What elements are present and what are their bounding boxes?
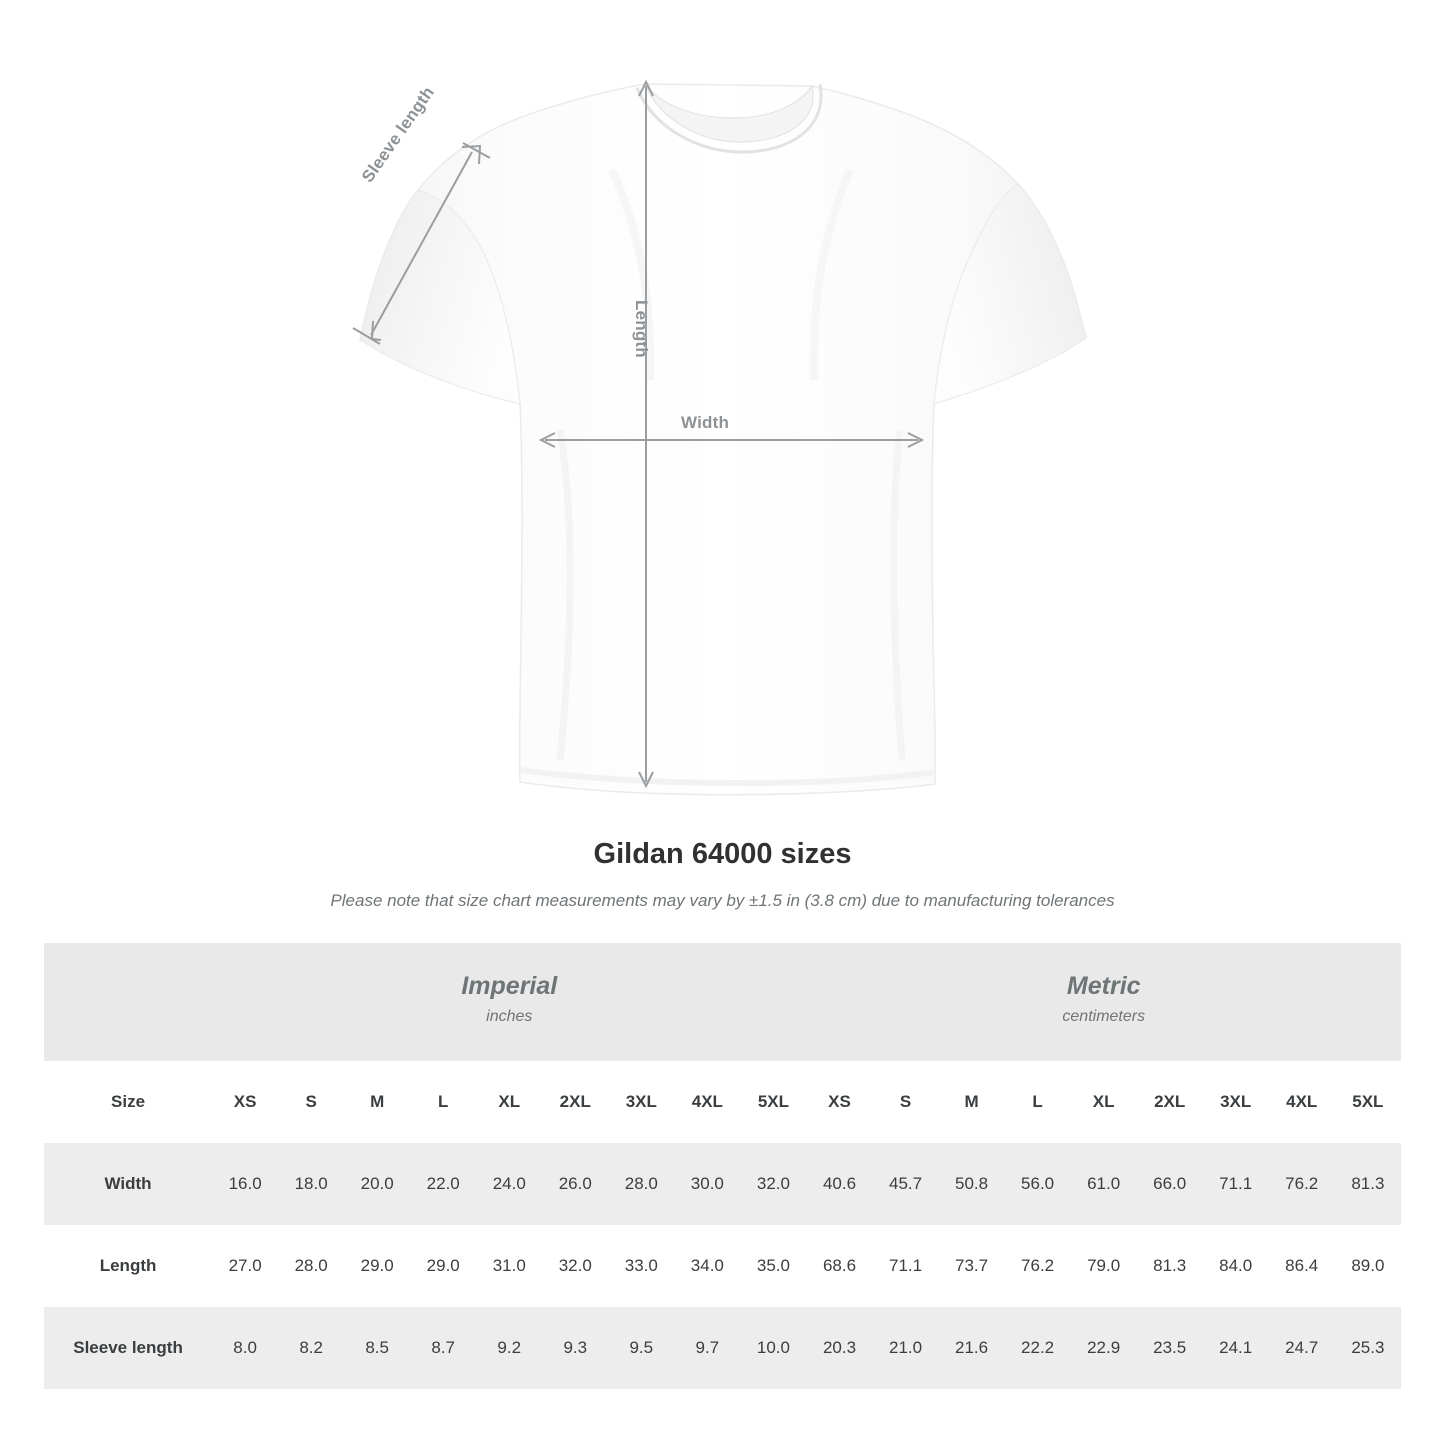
unit-group-metric — [806, 943, 1401, 1061]
row-label-width: Width — [44, 1143, 212, 1225]
sleeve-length-label: Sleeve length — [358, 83, 438, 186]
cell-length-metric: 84.0 — [1203, 1225, 1269, 1307]
size-header-cell: L — [1005, 1061, 1071, 1143]
cell-sleeve-metric: 22.9 — [1071, 1307, 1137, 1389]
cell-sleeve-metric: 21.0 — [873, 1307, 939, 1389]
cell-width-imperial: 28.0 — [608, 1143, 674, 1225]
cell-width-metric: 56.0 — [1005, 1143, 1071, 1225]
cell-sleeve-imperial: 8.2 — [278, 1307, 344, 1389]
cell-sleeve-imperial: 9.5 — [608, 1307, 674, 1389]
cell-length-metric: 73.7 — [939, 1225, 1005, 1307]
cell-length-metric: 71.1 — [873, 1225, 939, 1307]
size-table-wrapper — [0, 943, 1445, 1389]
cell-width-imperial: 30.0 — [674, 1143, 740, 1225]
size-header-cell: 3XL — [608, 1061, 674, 1143]
cell-width-metric: 50.8 — [939, 1143, 1005, 1225]
cell-length-metric: 86.4 — [1269, 1225, 1335, 1307]
unit-group-row — [44, 943, 1401, 1061]
cell-sleeve-metric: 24.1 — [1203, 1307, 1269, 1389]
title-block — [0, 838, 1445, 911]
unit-group-imperial-sub: inches — [486, 1008, 533, 1026]
cell-sleeve-metric: 25.3 — [1335, 1307, 1401, 1389]
size-header-cell: S — [278, 1061, 344, 1143]
cell-length-imperial: 33.0 — [608, 1225, 674, 1307]
cell-sleeve-imperial: 8.7 — [410, 1307, 476, 1389]
size-header-cell: S — [873, 1061, 939, 1143]
cell-length-metric: 76.2 — [1005, 1225, 1071, 1307]
unit-group-imperial — [212, 943, 806, 1061]
cell-width-imperial: 16.0 — [212, 1143, 278, 1225]
row-label-length: Length — [44, 1225, 212, 1307]
cell-sleeve-metric: 23.5 — [1137, 1307, 1203, 1389]
size-header-cell: 2XL — [1137, 1061, 1203, 1143]
cell-sleeve-imperial: 9.7 — [674, 1307, 740, 1389]
length-label: Length — [632, 300, 651, 358]
size-header-cell: M — [939, 1061, 1005, 1143]
cell-length-imperial: 34.0 — [674, 1225, 740, 1307]
size-header-cell: 4XL — [1269, 1061, 1335, 1143]
cell-sleeve-metric: 20.3 — [806, 1307, 872, 1389]
cell-width-metric: 76.2 — [1269, 1143, 1335, 1225]
cell-length-metric: 79.0 — [1071, 1225, 1137, 1307]
cell-sleeve-imperial: 9.2 — [476, 1307, 542, 1389]
size-header-cell: M — [344, 1061, 410, 1143]
cell-sleeve-imperial: 8.0 — [212, 1307, 278, 1389]
cell-width-imperial: 24.0 — [476, 1143, 542, 1225]
row-label-sleeve-length: Sleeve length — [44, 1307, 212, 1389]
size-header-cell: XL — [1071, 1061, 1137, 1143]
cell-width-imperial: 26.0 — [542, 1143, 608, 1225]
size-header-cell: XS — [212, 1061, 278, 1143]
size-header-cell: L — [410, 1061, 476, 1143]
cell-width-imperial: 32.0 — [740, 1143, 806, 1225]
size-header-cell: 4XL — [674, 1061, 740, 1143]
unit-spacer-cell — [44, 943, 212, 1061]
size-header-cell: 3XL — [1203, 1061, 1269, 1143]
cell-length-imperial: 31.0 — [476, 1225, 542, 1307]
cell-sleeve-imperial: 8.5 — [344, 1307, 410, 1389]
cell-width-metric: 81.3 — [1335, 1143, 1401, 1225]
table-row — [44, 1307, 1401, 1389]
cell-length-imperial: 29.0 — [410, 1225, 476, 1307]
cell-sleeve-metric: 21.6 — [939, 1307, 1005, 1389]
cell-length-metric: 81.3 — [1137, 1225, 1203, 1307]
unit-group-imperial-name: Imperial — [461, 972, 558, 1001]
cell-sleeve-metric: 24.7 — [1269, 1307, 1335, 1389]
width-label: Width — [681, 413, 730, 432]
tolerance-note: Please note that size chart measurements may vary by ±1.5 in (3.8 cm) due to manufacturing tolerances — [330, 891, 1115, 910]
size-table — [44, 943, 1401, 1389]
cell-width-metric: 71.1 — [1203, 1143, 1269, 1225]
unit-group-metric-sub: centimeters — [1062, 1008, 1146, 1026]
cell-length-metric: 89.0 — [1335, 1225, 1401, 1307]
size-header-cell: XS — [806, 1061, 872, 1143]
cell-width-imperial: 18.0 — [278, 1143, 344, 1225]
cell-width-metric: 61.0 — [1071, 1143, 1137, 1225]
cell-length-imperial: 27.0 — [212, 1225, 278, 1307]
cell-length-metric: 68.6 — [806, 1225, 872, 1307]
cell-width-imperial: 22.0 — [410, 1143, 476, 1225]
cell-length-imperial: 35.0 — [740, 1225, 806, 1307]
cell-length-imperial: 32.0 — [542, 1225, 608, 1307]
size-header-cell: XL — [476, 1061, 542, 1143]
cell-width-metric: 45.7 — [873, 1143, 939, 1225]
size-header-cell: 2XL — [542, 1061, 608, 1143]
size-header-row — [44, 1061, 1401, 1143]
table-row — [44, 1143, 1401, 1225]
table-row — [44, 1225, 1401, 1307]
page-title: Gildan 64000 sizes — [593, 838, 852, 870]
size-header-cell: 5XL — [1335, 1061, 1401, 1143]
cell-length-imperial: 28.0 — [278, 1225, 344, 1307]
size-header-label: Size — [44, 1061, 212, 1143]
cell-sleeve-imperial: 10.0 — [740, 1307, 806, 1389]
cell-width-metric: 66.0 — [1137, 1143, 1203, 1225]
unit-group-metric-name: Metric — [1066, 972, 1141, 1001]
cell-sleeve-metric: 22.2 — [1005, 1307, 1071, 1389]
cell-sleeve-imperial: 9.3 — [542, 1307, 608, 1389]
cell-length-imperial: 29.0 — [344, 1225, 410, 1307]
size-header-cell: 5XL — [740, 1061, 806, 1143]
cell-width-metric: 40.6 — [806, 1143, 872, 1225]
cell-width-imperial: 20.0 — [344, 1143, 410, 1225]
